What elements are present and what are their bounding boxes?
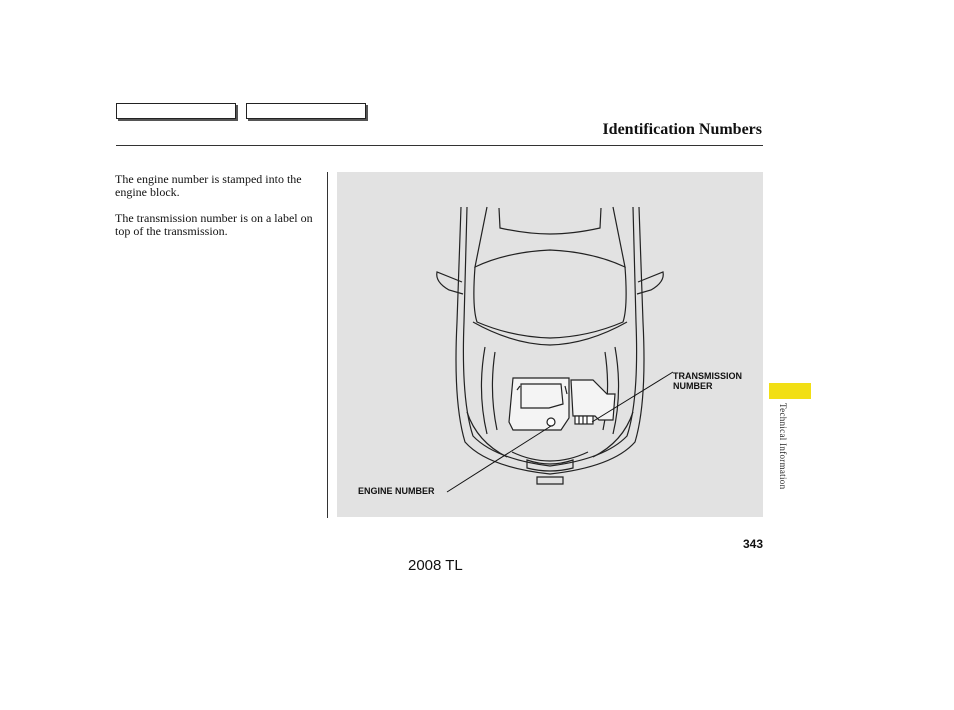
section-label: Technical Information xyxy=(778,403,788,490)
page-title: Identification Numbers xyxy=(602,121,762,138)
nav-button-index[interactable] xyxy=(246,103,366,119)
transmission-number-paragraph: The transmission number is on a label on top of the transmission. xyxy=(115,211,313,238)
car-top-view-drawing xyxy=(337,172,763,517)
model-label: 2008 TL xyxy=(408,557,463,574)
transmission-number-callout xyxy=(673,371,742,391)
page-number: 343 xyxy=(742,537,763,551)
engine-number-paragraph: The engine number is stamped into the engine block. xyxy=(115,172,302,199)
column-divider xyxy=(327,172,328,518)
transmission-callout-line2: NUMBER xyxy=(673,381,713,391)
engine-bay-illustration xyxy=(337,172,763,517)
transmission-callout-line1: TRANSMISSION xyxy=(673,371,743,381)
title-rule xyxy=(116,145,763,146)
section-tab[interactable] xyxy=(769,383,811,399)
nav-button-contents[interactable] xyxy=(116,103,236,119)
engine-number-callout: ENGINE NUMBER xyxy=(358,486,435,496)
